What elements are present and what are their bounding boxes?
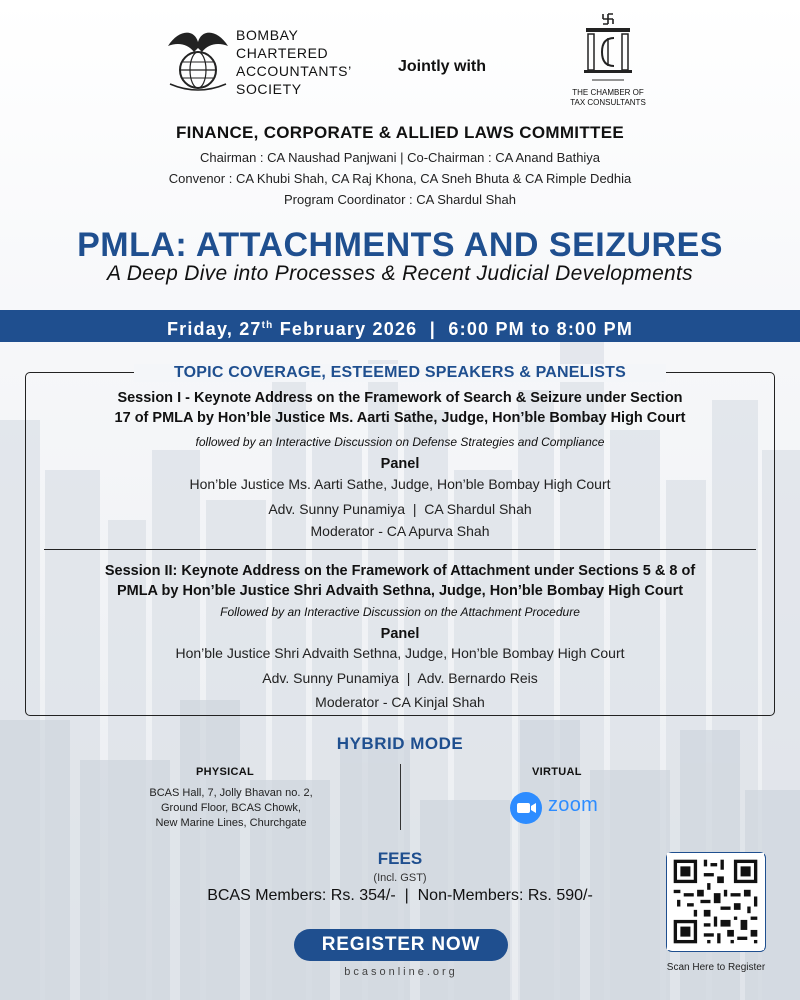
zoom-icon — [510, 792, 542, 824]
topic-coverage-heading: TOPIC COVERAGE, ESTEEMED SPEAKERS & PANELISTS — [134, 364, 666, 382]
session-1-panelist: Adv. Sunny Punamiya | CA Shardul Shah — [268, 501, 532, 517]
session-1-moderator: Moderator - CA Apurva Shah — [310, 523, 490, 539]
qr-code[interactable] — [667, 853, 764, 950]
session-1-panelist: Hon’ble Justice Ms. Aarti Sathe, Judge, Hon’ble Bombay High Court — [189, 476, 611, 492]
address-line: BCAS Hall, 7, Jolly Bhavan no. 2, — [149, 787, 313, 799]
org-name-line: ACCOUNTANTS’ — [236, 63, 352, 79]
register-now-button[interactable]: REGISTER NOW — [294, 929, 508, 961]
partner-name-line: THE CHAMBER OF — [572, 88, 644, 97]
physical-address — [120, 786, 342, 831]
date-suffix: th — [261, 320, 274, 331]
qr-caption: Scan Here to Register — [666, 962, 766, 973]
virtual-label: VIRTUAL — [532, 766, 582, 778]
zoom-wordmark: zoom — [548, 794, 599, 816]
session-divider — [44, 549, 756, 550]
session-2-followed: Followed by an Interactive Discussion on the Attachment Procedure — [220, 605, 580, 619]
mode-divider — [400, 764, 401, 830]
org-name — [236, 26, 352, 98]
website-link[interactable]: bcasonline.org — [344, 966, 458, 978]
session-1-title-line: 17 of PMLA by Hon’ble Justice Ms. Aarti Sathe, Judge, Hon’ble Bombay High Court — [114, 410, 686, 426]
committee-convenor-line: Convenor : CA Khubi Shah, CA Raj Khona, CA Sneh Bhuta & CA Rimple Dedhia — [168, 171, 632, 186]
partner-name-line: TAX CONSULTANTS — [570, 98, 646, 107]
fees-line: BCAS Members: Rs. 354/- | Non-Members: Rs. 590/- — [207, 887, 593, 904]
address-line: New Marine Lines, Churchgate — [155, 817, 307, 829]
committee-chairman-line: Chairman : CA Naushad Panjwani | Co-Chairman : CA Anand Bathiya — [199, 150, 601, 165]
qr-code-frame — [666, 852, 766, 952]
committee-name: FINANCE, CORPORATE & ALLIED LAWS COMMITTEE — [176, 123, 624, 142]
bcas-logo — [164, 24, 232, 94]
partner-name — [558, 88, 658, 108]
session-2-title-line: Session II: Keynote Address on the Framework of Attachment under Sections 5 & 8 of — [104, 563, 696, 579]
session-2-panelist: Hon’ble Justice Shri Advaith Sethna, Judge, Hon’ble Bombay High Court — [175, 645, 625, 661]
date-rest: February 2026 | 6:00 PM to 8:00 PM — [273, 319, 634, 339]
date-time-bar — [0, 310, 800, 342]
fees-note: (Incl. GST) — [373, 872, 427, 884]
date-prefix: Friday, 27 — [166, 319, 262, 339]
session-1-followed: followed by an Interactive Discussion on Defense Strategies and Compliance — [195, 435, 605, 449]
org-name-line: CHARTERED — [236, 45, 329, 61]
jointly-label: Jointly with — [398, 58, 486, 75]
session-2-panelist: Adv. Sunny Punamiya | Adv. Bernardo Reis — [262, 670, 538, 686]
session-2-panel-label: Panel — [380, 626, 420, 642]
org-name-line: BOMBAY — [236, 27, 299, 43]
hybrid-mode-heading: HYBRID MODE — [336, 734, 464, 753]
event-title: PMLA: ATTACHMENTS AND SEIZURES — [77, 226, 723, 264]
session-2-moderator: Moderator - CA Kinjal Shah — [315, 694, 485, 710]
event-subtitle: A Deep Dive into Processes & Recent Judicial Developments — [107, 262, 693, 285]
org-name-line: SOCIETY — [236, 81, 302, 97]
physical-label: PHYSICAL — [196, 766, 255, 778]
session-1-panel-label: Panel — [380, 456, 420, 472]
session-1-title-line: Session I - Keynote Address on the Framework of Search & Seizure under Section — [117, 390, 683, 406]
ctc-logo — [580, 12, 636, 86]
session-2-title-line: PMLA by Hon’ble Justice Shri Advaith Sethna, Judge, Hon’ble Bombay High Court — [116, 583, 684, 599]
address-line: Ground Floor, BCAS Chowk, — [160, 802, 301, 814]
committee-coordinator-line: Program Coordinator : CA Shardul Shah — [284, 192, 516, 207]
fees-heading: FEES — [377, 849, 423, 868]
